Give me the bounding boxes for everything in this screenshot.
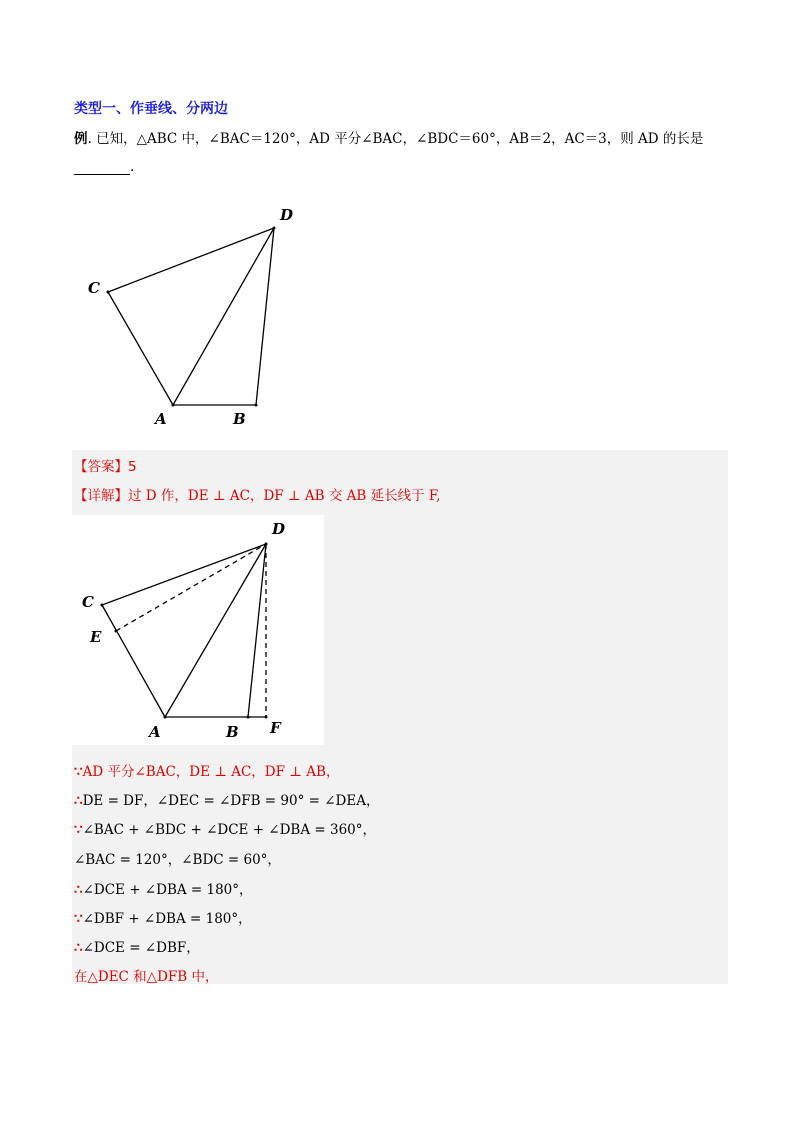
step-text: ∠BAC + ∠BDC + ∠DCE + ∠DBA = 360°，	[82, 822, 377, 838]
proof-step	[74, 936, 200, 956]
proof-step	[74, 818, 376, 838]
proof-step	[74, 848, 281, 868]
proof-step	[74, 789, 379, 809]
detail-text: 过 D 作，DE ⊥ AC，DF ⊥ AB 交 AB 延长线于 F,	[128, 488, 441, 504]
label-d: D	[272, 520, 286, 538]
step-symbol: ∴	[74, 882, 83, 898]
proof-step	[74, 760, 339, 780]
detail-line	[74, 484, 440, 504]
segment-ca	[102, 605, 165, 717]
proof-step	[74, 907, 252, 927]
answer-line	[74, 455, 137, 475]
segment-cd	[102, 544, 266, 605]
label-f: F	[270, 719, 281, 737]
segment-de-dashed	[116, 544, 266, 631]
label-b: B	[226, 723, 239, 741]
blank-suffix: .	[130, 159, 135, 175]
step-symbol: ∴	[74, 940, 83, 956]
question-text	[74, 127, 703, 147]
question-body: . 已知，△ABC 中，∠BAC＝120°，AD 平分∠BAC，∠BDC＝60°，AB＝2，AC＝3，则 AD 的长是	[87, 131, 704, 147]
step-symbol: ∵	[74, 764, 83, 780]
segment-cd	[108, 228, 274, 292]
answer-blank	[74, 159, 134, 175]
step-symbol: ∵	[74, 911, 83, 927]
step-text: ∠BAC = 120°，∠BDC = 60°，	[74, 852, 281, 868]
answer-value: 5	[128, 459, 137, 475]
label-a: A	[155, 410, 167, 428]
label-c: C	[82, 593, 94, 611]
label-c: C	[88, 279, 100, 297]
proof-step	[74, 878, 253, 898]
blank-line	[74, 160, 130, 175]
label-b: B	[233, 410, 246, 428]
step-symbol: ∵	[74, 822, 83, 838]
example-label: 例	[74, 131, 88, 147]
segment-ca	[108, 292, 173, 405]
step-symbol: ∴	[74, 793, 83, 809]
step-text: ∠DCE = ∠DBF，	[82, 940, 200, 956]
figure-2	[72, 515, 324, 745]
label-d: D	[280, 206, 294, 224]
label-e: E	[90, 628, 102, 646]
label-a: A	[149, 723, 161, 741]
step-text: 在△DEC 和△DFB 中，	[74, 969, 219, 985]
figure-1	[80, 200, 310, 432]
step-text: DE = DF，∠DEC = ∠DFB = 90° = ∠DEA，	[82, 793, 380, 809]
step-text: ∠DCE + ∠DBA = 180°，	[82, 882, 253, 898]
answer-tag: 【答案】	[74, 459, 128, 475]
step-text: ∠DBF + ∠DBA = 180°，	[82, 911, 252, 927]
section-heading: 类型一、作垂线、分两边	[74, 101, 228, 117]
step-text: AD 平分∠BAC，DE ⊥ AC，DF ⊥ AB，	[82, 764, 340, 780]
detail-tag: 【详解】	[74, 488, 128, 504]
proof-step	[74, 965, 218, 985]
